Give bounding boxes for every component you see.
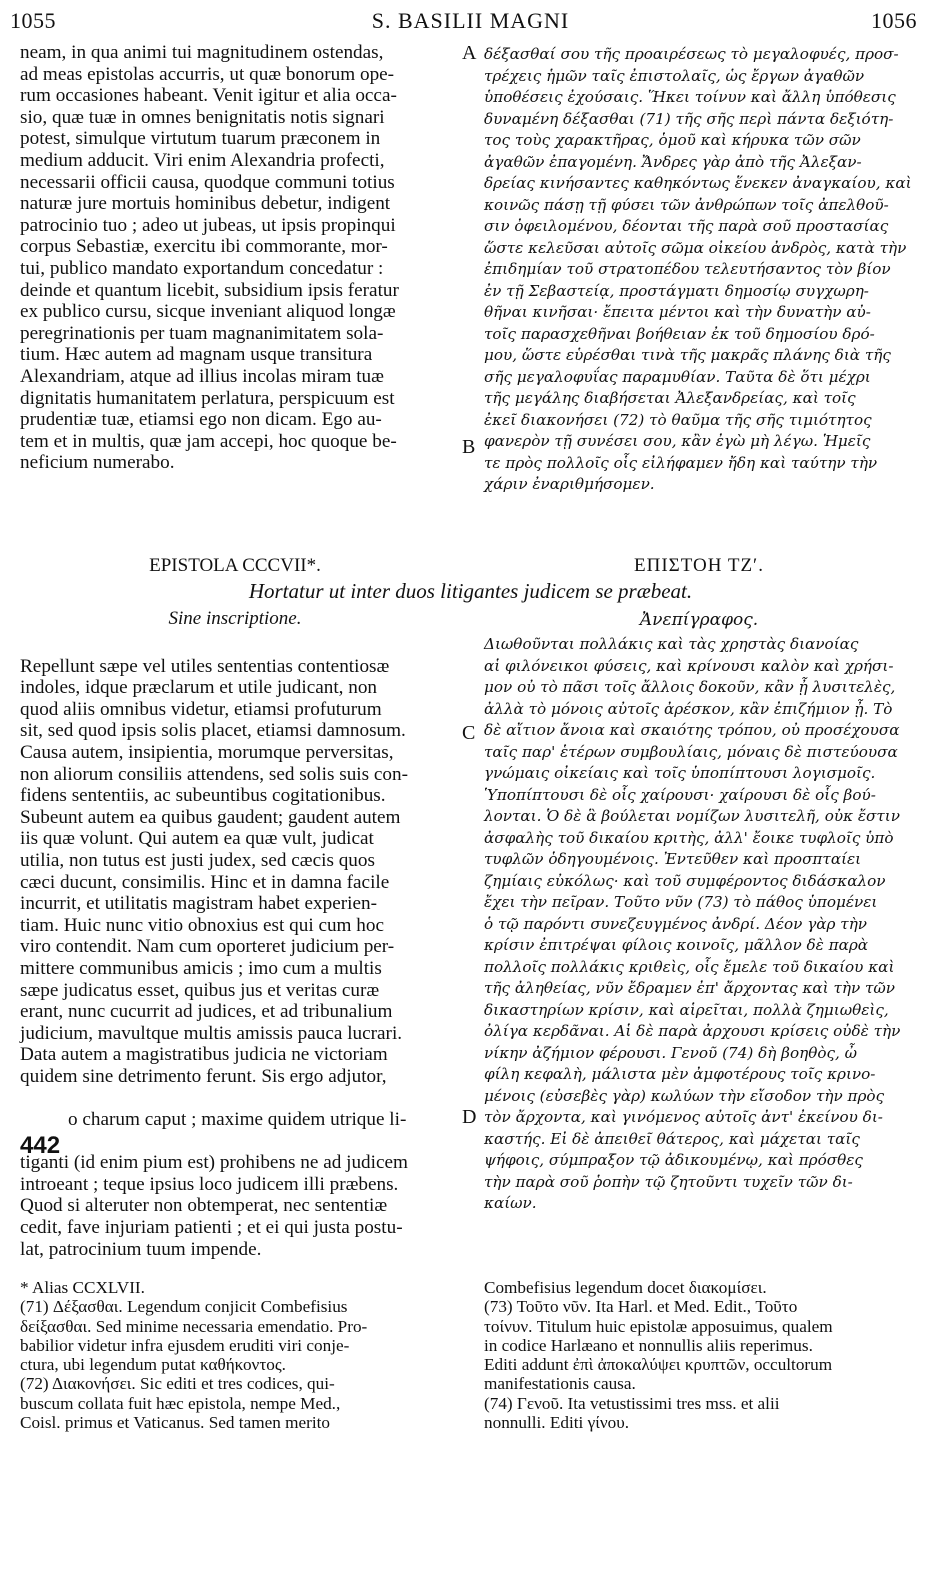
greek-body: Διωθοῦνται πολλάκις καὶ τὰς χρηστὰς διανοίας αἱ φιλόνεικοι φύσεις, καὶ κρίνουσι καλὸν καὶ χρήσι- μον οὐ τὸ πᾶσι τοῖς ἄλλοις δοκοῦν, κἂν ᾖ λυσιτελὲς, ἀλλὰ τὸ μόνοις αὐτοῖς ἀρέσκον, κἂν ἐπιζήμιον ᾖ. Τὸ δὲ αἴτιον ἄνοια καὶ σκαιότης τρόπου, οὐ προσέχουσα ταῖς παρ' ἑτέρων συμβουλίαις, μόναις δὲ πιστεύουσα γνώμαις οἰκείαις καὶ τοῖς ὑποπίπτουσι λογισμοῖς. Ὑποπίπτουσι δὲ οἷς χαίρουσι· χαίρουσι δὲ οἷς βού- λονται. Ὁ δὲ ἃ βούλεται νομίζων λυσιτελῆ, οὐκ ἔστιν ἀσφαλὴς τοῦ δικαίου κριτὴς, ἀλλ' ἔοικε τυφλοῖς ὑπὸ τυφλῶν ὁδηγουμένοις. Ἐντεῦθεν καὶ προσπταίει ζημίαις εὐκόλως· καὶ τοῦ συμφέροντος διδάσκαλον ἔχει τὴν πεῖραν. Τοῦτο νῦν (73) τὸ πάθος ὑπομένει ὁ τῷ παρόντι συνεζευγμένος ἀνδρί. Δέον γὰρ τὴν κρίσιν ἐπιτρέψαι φίλοις κοινοῖς, μᾶλλον δὲ παρὰ πολλοῖς πολλάκις κριθεὶς, οἷς ἔμελε τοῦ δικαίου καὶ τῆς ἀληθείας, νῦν ἔδραμεν ἐπ' ἄρχοντας καὶ τὴν τῶν δικαστηρίων κρίσιν, καὶ αἱρεῖται, πολλὰ ζημιωθεὶς, ὀλίγα κερδᾶναι. Αἱ δὲ παρὰ ἀρχουσι κρίσεις οὐδὲ τὴν νίκην ἀζήμιον φέρουσι. Γενοῦ (74) δὴ βοηθὸς, ὦ φίλη κεφαλὴ, μάλιστα μὲν ἀμφοτέρους τοῖς κρινο- μένοις (εὐσεβὲς γὰρ) κωλύων τὴν εἴσοδον τὴν πρὸς τὸν ἄρχοντα, καὶ γινόμενος αὐτοῖς ἀντ' ἐκείνου δι- καστής. Εἰ δὲ ἀπειθεῖ θάτερος, καὶ μάχεται ταῖς ψήφοις, σύμπραξον τῷ ἀδικουμένῳ, καὶ πρόσθες τὴν παρὰ σοῦ ῥοπὴν τῷ ζητοῦντι τυχεῖν τῶν δι- καίων. bbox=[484, 635, 901, 1212]
latin-body-part-1: Repellunt sæpe vel utiles sententias contentiosæ indoles, idque præclarum et utile judicant, non quod aliis omnibus videtur, etiamsi profuturum sit, sed quod ipsis solis placet, etiamsi damnosum. Causa autem, insipientia, morumque perversitas, non aliorum consiliis attendens, sed solis suis con- fidens sententiis, ac subeuntibus cogitationibus. Subeunt autem ea quibus gaudent; gaudent autem iis quæ volunt. Qui autem ea quæ vult, judicat utilia, non tutus est justi judex, sed cæcis quos cæci ducunt, consimilis. Hinc et in damna facile incurrit, et utilitatis magistram habet experien- tiam. Huic nunc vitio obnoxius est qui cum hoc viro contendit. Nam cum oporteret judicium per- mittere communibus amicis ; imo cum a multis sæpe judicatus esset, quibus jus et veritas curæ erant, nunc cucurrit ad judices, et ad tribunalium judicium, mavultque multis amissis pauca lucrari. Data autem a magistratibus judicia ne victoriam quidem sine detrimento ferunt. Sis ergo adjutor, bbox=[20, 655, 408, 1087]
epistle-heading-greek: ΕΠΙΣΤΟΗ ΤΖʹ. bbox=[634, 555, 764, 576]
running-title: S. BASILII MAGNI bbox=[371, 8, 570, 33]
inscription-greek: Ἀνεπίγραφος. bbox=[639, 610, 759, 630]
epistle-summary: Hortatur ut inter duos litigantes judicem se præbeat. bbox=[248, 579, 693, 603]
latin-body-line-margin: o charum caput ; maxime quidem utrique li- bbox=[68, 1109, 407, 1131]
margin-marker-a: A bbox=[462, 42, 477, 64]
running-header bbox=[0, 6, 941, 36]
epistle-heading-latin: EPISTOLA CCCVII*. bbox=[149, 555, 321, 576]
margin-marker-d: D bbox=[462, 1106, 477, 1128]
page-number-left: 1055 bbox=[10, 8, 56, 33]
page-number-right: 1056 bbox=[871, 8, 917, 33]
footnotes-left: * Alias CCXLVII. (71) Δέξασθαι. Legendum conjicit Combefisius δείξασθαι. Sed minime necessaria emendatio. Pro- babilior videtur infra ejusdem eruditi viri conje- ctura, ubi legendum putat καθήκοντος. (72) Διακονήσει. Sic editi et tres codices, qui- buscum collata fuit hæc epistola, nempe Med., Coisl. primus et Vaticanus. Sed tamen merito bbox=[20, 1278, 368, 1433]
latin-column-top: neam, in qua animi tui magnitudinem ostendas, ad meas epistolas accurris, ut quæ bonorum ope- rum occasiones habeant. Venit igitur et alia occa- sio, quæ tuæ in omnes benignitatis notis signari potest, simulque virtutum tuarum præconem in medium adducit. Viri enim Alexandria profecti, necessarii officii causa, quodque communi totius naturæ jure mortuis hominibus debetur, indigent patrocinio tuo ; adeo ut jubeas, ut ipsis propinqui corpus Sebastiæ, exercitu ibi commorante, mor- tui, publico mandato exportandum concedatur : deinde et quantum licebit, subsidium ipsis feratur ex publico cursu, sicque inveniant aliquod longæ peregrinationis per tuam magnanimitatem sola- tium. Hæc autem ad magnam usque transitura Alexandriam, atque ad illius incolas miram tuæ dignitatis humanitatem perlatura, perspicuum est prudentiæ tuæ, etiamsi ego non dicam. Ego au- tem et in multis, quæ jam accepi, hoc quoque be- neficium numerabo. bbox=[20, 42, 399, 474]
margin-page-number: 442 bbox=[20, 1132, 61, 1159]
latin-body-part-2: tiganti (id enim pium est) prohibens ne ad judicem introeant ; teque ipsius loco judicem illi præbens. Quod si alteruter non obtemperat, nec sententiæ cedit, fave injuriam patienti ; et ei qui justa postu- lat, patrocinium tuum impende. bbox=[20, 1152, 408, 1260]
footnotes-right: Combefisius legendum docet διακομίσει. (73) Τοῦτο νῦν. Ita Harl. et Med. Edit., Τοῦτο τοίνυν. Titulum huic epistolæ apposuimus, qualem in codice Harlæano et nonnullis aliis reperimus. Editi addunt ἐπὶ ἀποκαλύψει κρυπτῶν, occultorum manifestationis causa. (74) Γενοῦ. Ita vetustissimi tres mss. et alii nonnulli. Editi γίνου. bbox=[484, 1278, 833, 1433]
margin-marker-b: B bbox=[462, 436, 476, 458]
latin-body bbox=[20, 634, 460, 1282]
margin-marker-c: C bbox=[462, 722, 476, 744]
inscription-latin: Sine inscriptione. bbox=[168, 608, 302, 629]
greek-column-top: δέξασθαί σου τῆς προαιρέσεως τὸ μεγαλοφυές, προσ- τρέχεις ἡμῶν ταῖς ἐπιστολαῖς, ὡς ἔργων ἀγαθῶν ὑποθέσεις ἐχούσαις. Ἥκει τοίνυν καὶ ἄλλη ὑπόθεσις δυναμένη δέξασθαι (71) τῆς σῆς περὶ πάντα δεξιότη- τος τοὺς χαρακτῆρας, ὁμοῦ καὶ κήρυκα τῶν σῶν ἀγαθῶν ἐπαγομένη. Ἄνδρες γὰρ ἀπὸ τῆς Ἀλεξαν- δρείας κινήσαντες καθηκόντως ἕνεκεν ἀναγκαίου, καὶ κοινῶς πάσῃ τῇ φύσει τῶν ἀνθρώπων τοῖς ἀπελθοῦ- σιν ὀφειλομένου, δέονται τῆς παρὰ σοῦ προστασίας ὥστε κελεῦσαι αὐτοῖς σῶμα οἰκείου ἀνδρὸς, κατὰ τὴν ἐπιδημίαν τοῦ στρατοπέδου τελευτήσαντος τὸν βίον ἐν τῇ Σεβαστείᾳ, προστάγματι δημοσίῳ συγχωρη- θῆναι κινῆσαι· ἔπειτα μέντοι καὶ τὴν δυνατὴν αὐ- τοῖς παρασχεθῆναι βοήθειαν ἐκ τοῦ δημοσίου δρό- μου, ὥστε εὑρέσθαι τινὰ τῆς μακρᾶς πλάνης διὰ τῆς σῆς μεγαλοφυΐας παραμυθίαν. Ταῦτα δὲ ὅτι μέχρι τῆς μεγάλης διαβήσεται Ἀλεξανδρείας, καὶ τοῖς ἐκεῖ διακονήσει (72) τὸ θαῦμα τῆς σῆς τιμιότητος φανερὸν τῇ συνέσει σου, κἂν ἐγὼ μὴ λέγω. Ἡμεῖς τε πρὸς πολλοῖς οἷς εἰλήφαμεν ἤδη καὶ ταύτην τὴν χάριν ἐναριθμήσομεν. bbox=[484, 45, 912, 493]
